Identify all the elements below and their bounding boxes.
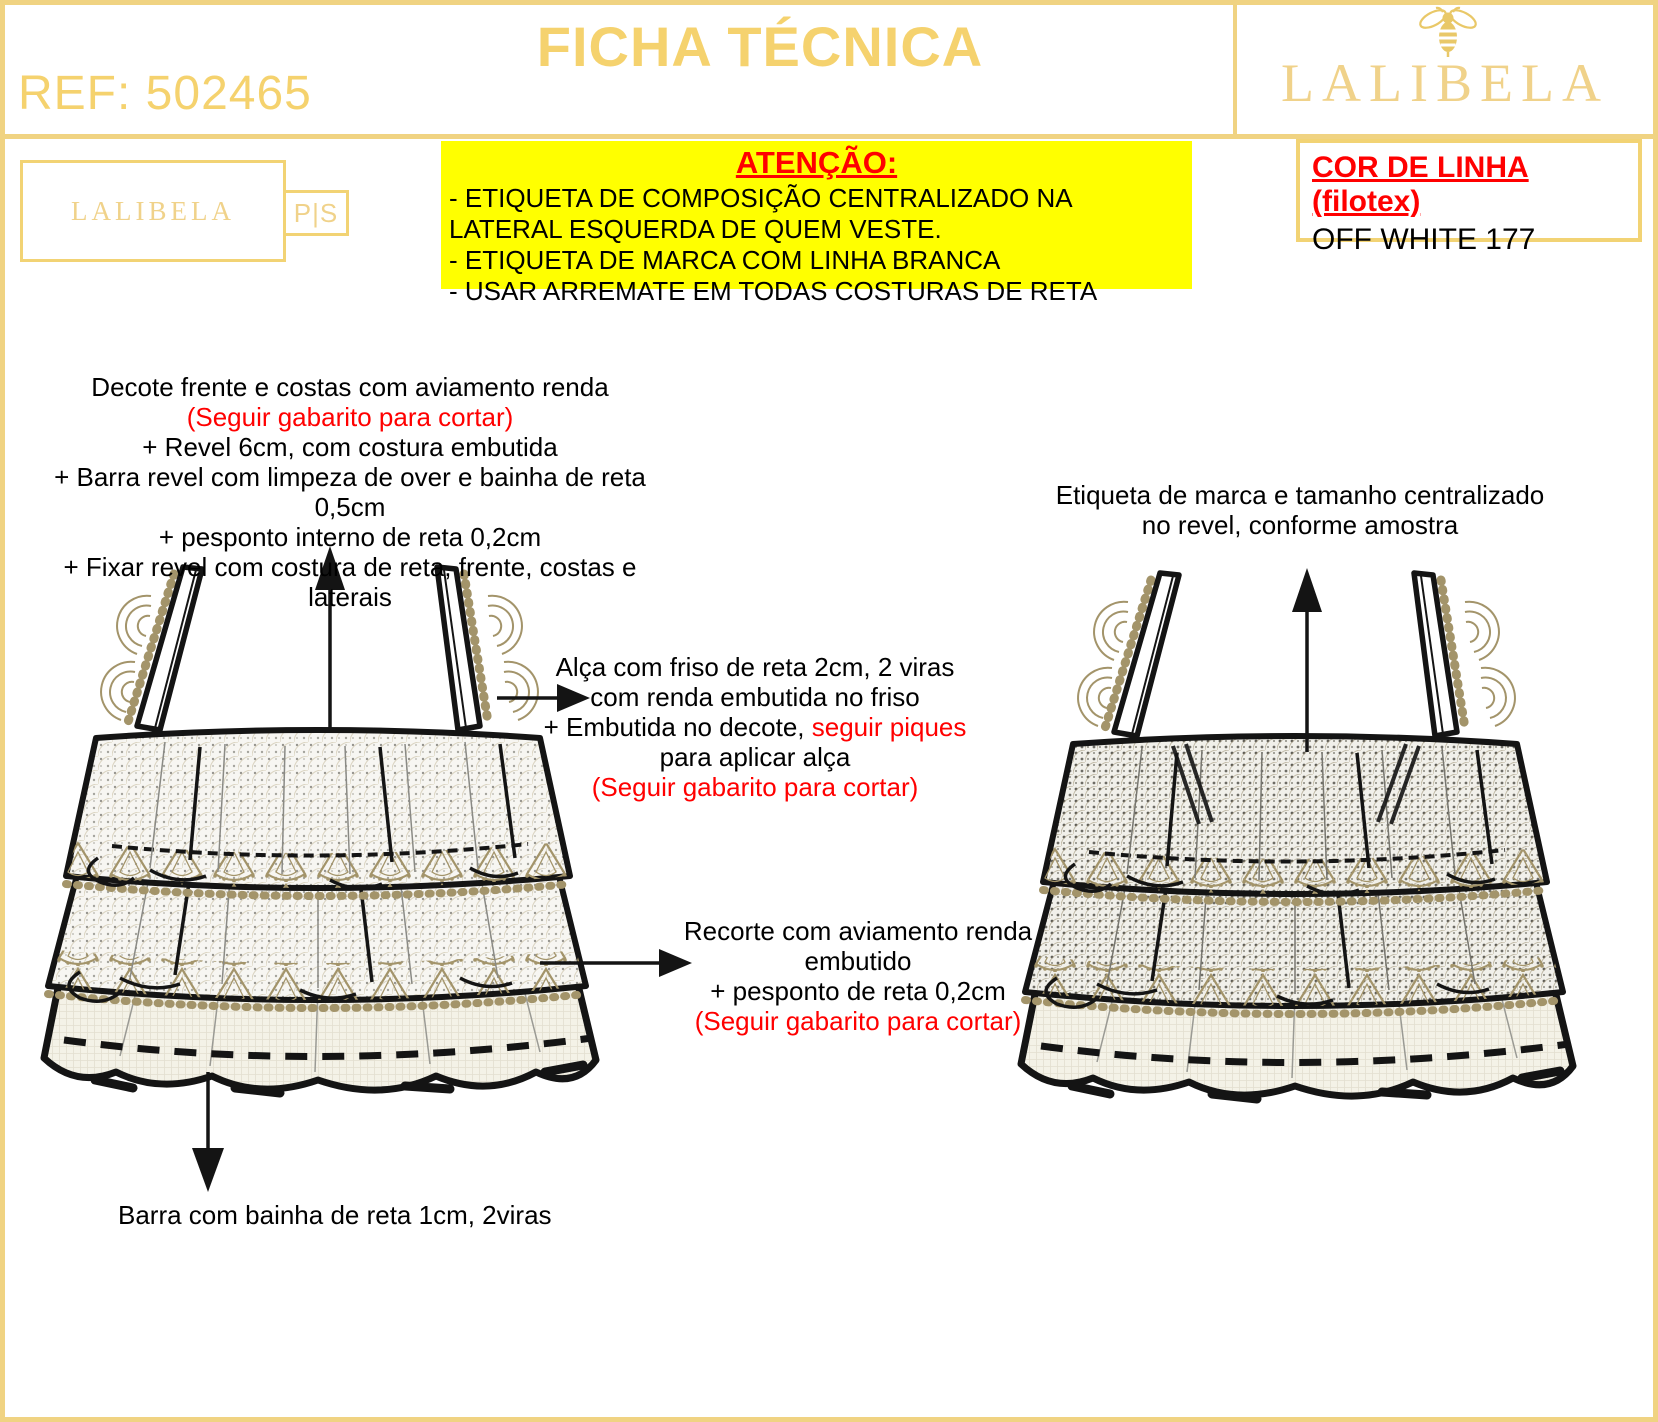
attention-item: - ETIQUETA DE MARCA COM LINHA BRANCA (449, 245, 1001, 275)
strap-note-line (535, 712, 975, 742)
strap-note-line: com renda embutida no friso (590, 682, 920, 712)
strap-note (535, 652, 975, 802)
size-tag: P|S (283, 190, 349, 236)
neckline-note-line: + Barra revel com limpeza de over e bainha de reta 0,5cm (54, 462, 646, 522)
hem-note: Barra com bainha de reta 1cm, 2viras (118, 1200, 552, 1230)
neckline-note-line: + Fixar revel com costura de reta, frente, costas e laterais (63, 552, 637, 612)
panel-note-line: Recorte com aviamento renda embutido (683, 916, 1033, 976)
bee-icon (1400, 6, 1496, 58)
attention-box (441, 141, 1192, 306)
neckline-note-line: (Seguir gabarito para cortar) (186, 402, 514, 432)
brand-label-note (1040, 480, 1560, 540)
logo-divider (1233, 5, 1237, 134)
neckline-note-line: Decote frente e costas com aviamento renda (91, 372, 609, 402)
strap-note-line: Alça com friso de reta 2cm, 2 viras (555, 652, 955, 682)
page-title: FICHA TÉCNICA (536, 15, 984, 78)
strap-note-black: + Embutida no decote, (543, 712, 812, 742)
neckline-note-line: + pesponto interno de reta 0,2cm (158, 522, 542, 552)
strap-note-red: seguir piques (811, 712, 967, 742)
panel-note (628, 916, 1088, 1036)
attention-item: - ETIQUETA DE COMPOSIÇÃO CENTRALIZADO NA LATERAL ESQUERDA DE QUEM VESTE. (449, 183, 1072, 244)
thread-color-title: COR DE LINHA (filotex) (1312, 151, 1529, 218)
strap-note-line: (Seguir gabarito para cortar) (591, 772, 919, 802)
strap-note-line: para aplicar alça (659, 742, 851, 772)
neckline-note-line: + Revel 6cm, com costura embutida (142, 432, 558, 462)
reference-number: REF: 502465 (18, 67, 312, 120)
care-label-box (20, 160, 286, 262)
care-label-brand: LALIBELA (71, 195, 235, 226)
panel-note-line: + pesponto de reta 0,2cm (710, 976, 1006, 1006)
brand-logo: LALIBELA (1281, 53, 1609, 113)
panel-note-line: (Seguir gabarito para cortar) (694, 1006, 1022, 1036)
brand-label-note-line: no revel, conforme amostra (1141, 510, 1459, 540)
neckline-note (25, 372, 675, 612)
thread-color-value: OFF WHITE 177 (1312, 223, 1536, 256)
thread-color-box (1296, 139, 1642, 256)
attention-title: ATENÇÃO: (735, 145, 898, 180)
attention-item: - USAR ARREMATE EM TODAS COSTURAS DE RETA (449, 276, 1098, 306)
brand-label-note-line: Etiqueta de marca e tamanho centralizado (1055, 480, 1545, 510)
